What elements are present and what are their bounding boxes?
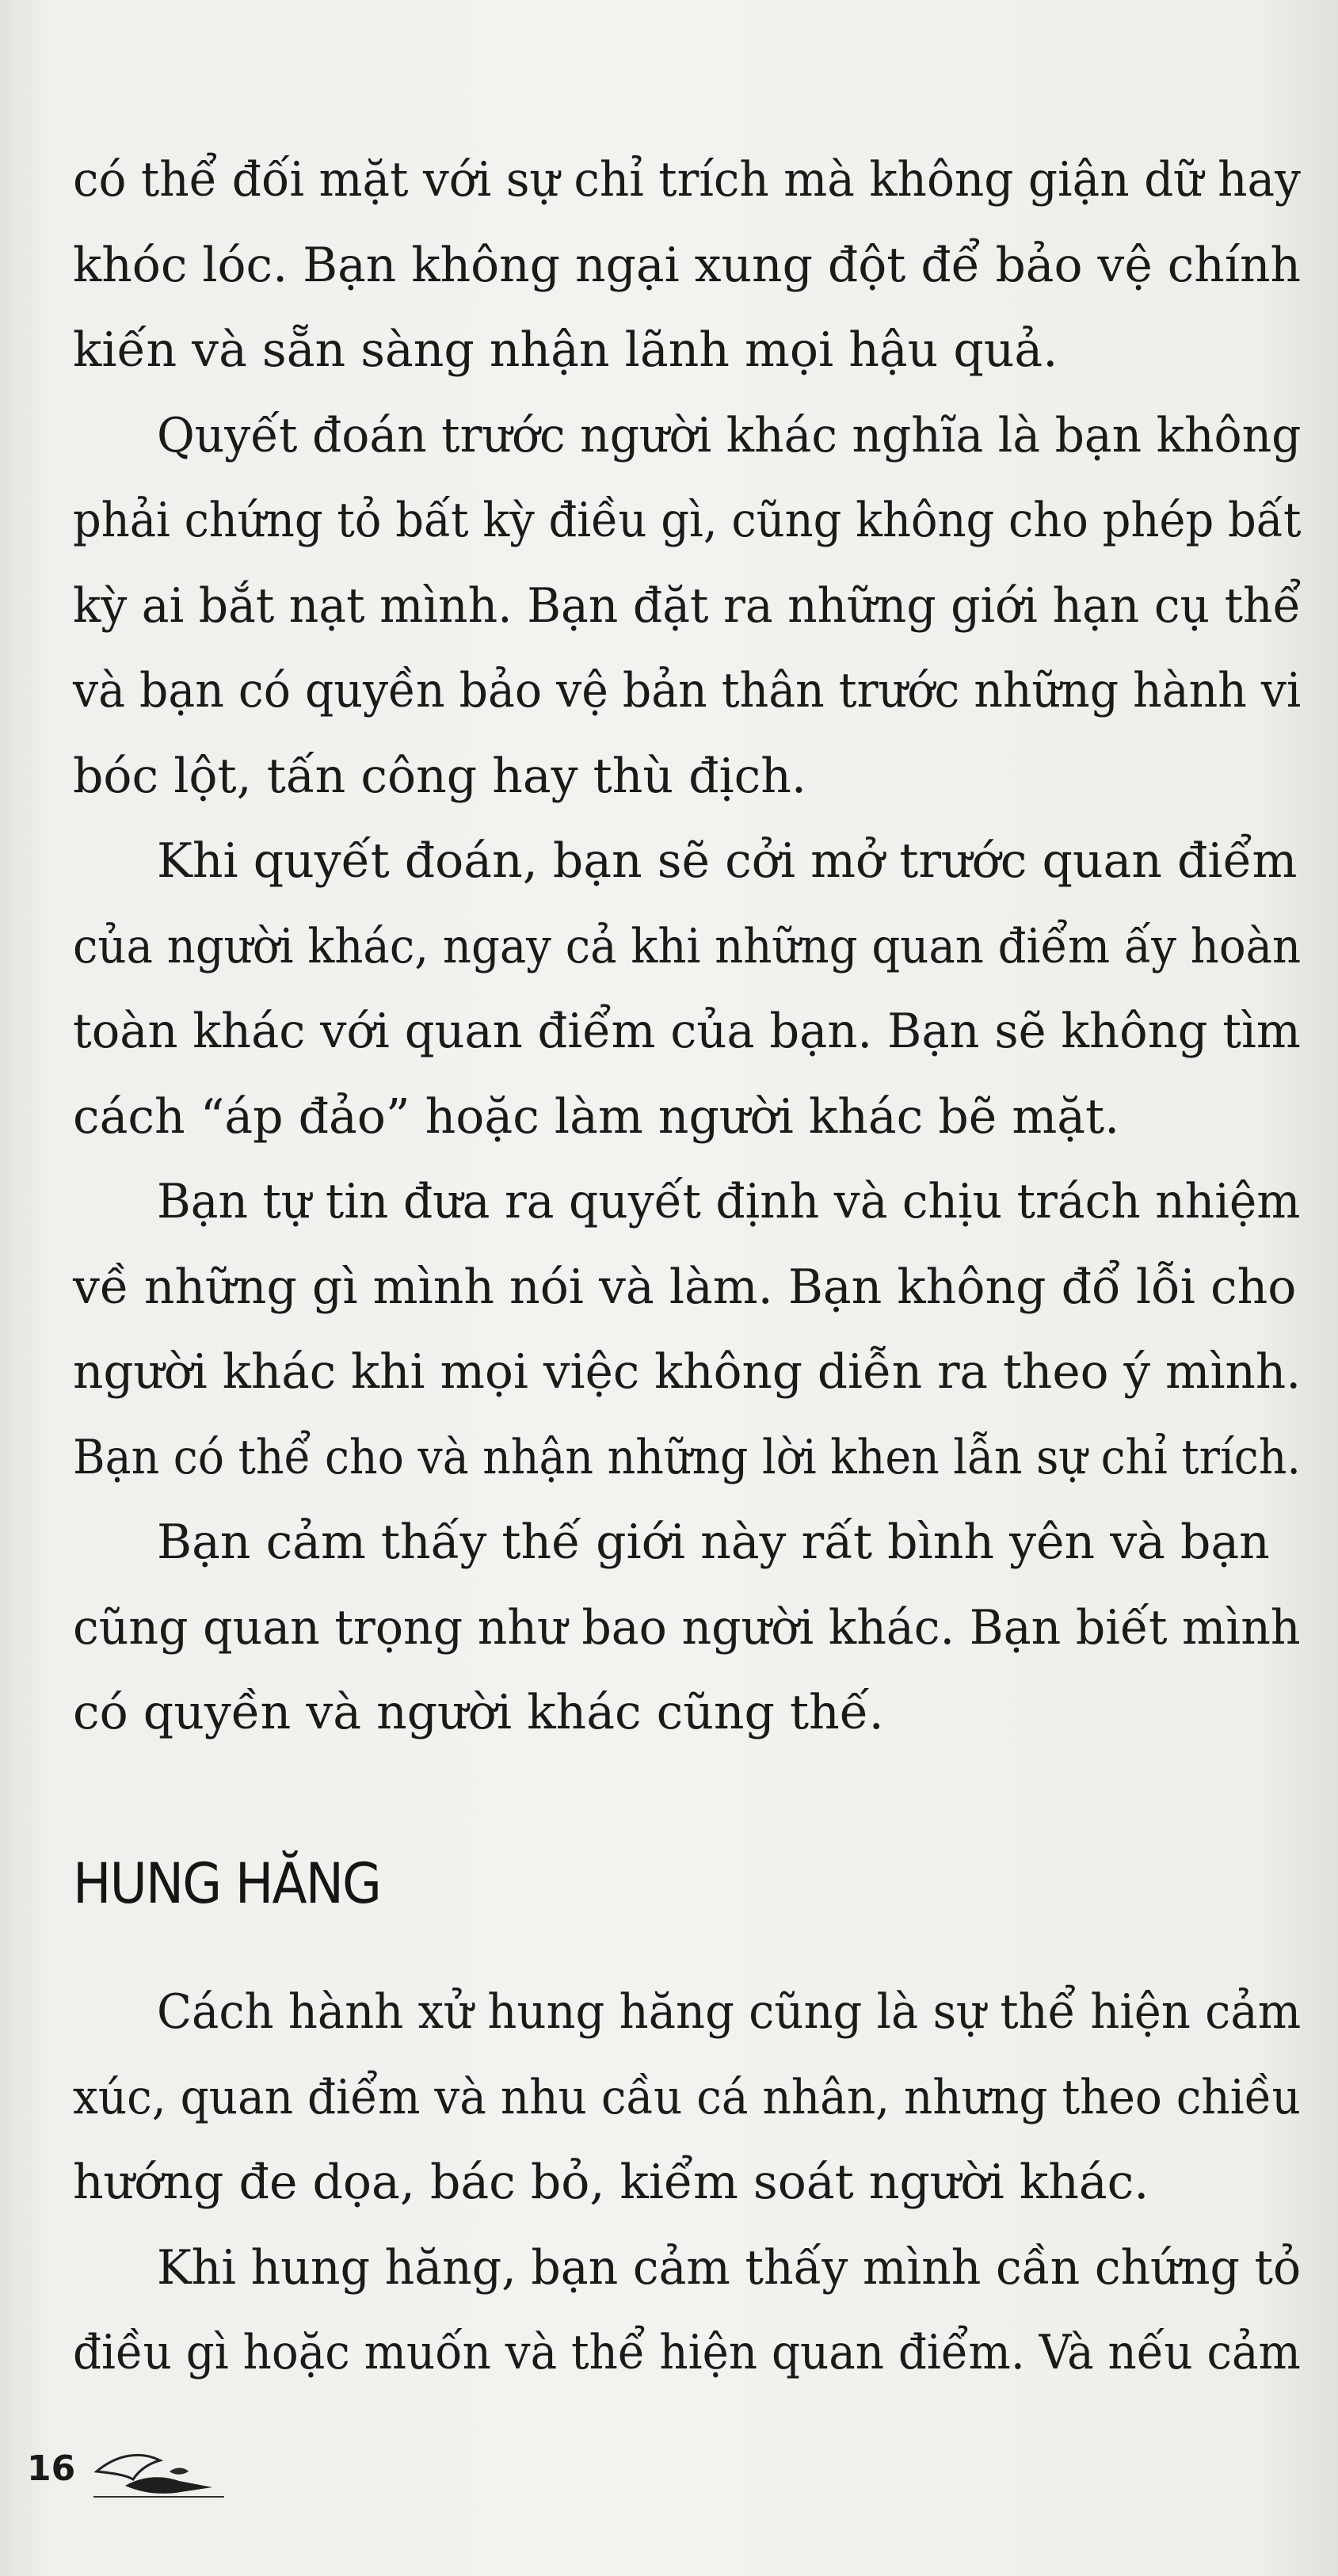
text-line: Khi quyết đoán, bạn sẽ cởi mở trước quan điểm <box>157 833 1298 889</box>
text-line: kiến và sẵn sàng nhận lãnh mọi hậu quả. <box>73 322 1058 378</box>
text-line: của người khác, ngay cả khi những quan điểm ấy hoàn <box>73 918 1302 974</box>
text-line: xúc, quan điểm và nhu cầu cá nhân, nhưng theo chiều <box>73 2069 1301 2125</box>
text-line: phải chứng tỏ bất kỳ điều gì, cũng không cho phép bất <box>73 493 1302 548</box>
text-line: toàn khác với quan điểm của bạn. Bạn sẽ không tìm <box>73 1004 1301 1059</box>
text-line: Cách hành xử hung hăng cũng là sự thể hiện cảm <box>157 1984 1302 2040</box>
text-line: cách “áp đảo” hoặc làm người khác bẽ mặt. <box>73 1088 1120 1145</box>
text-line: khóc lóc. Bạn không ngại xung đột để bảo vệ chính <box>73 237 1302 293</box>
text-line: Bạn tự tin đưa ra quyết định và chịu trách nhiệm <box>157 1174 1301 1229</box>
text-line: cũng quan trọng như bao người khác. Bạn biết mình <box>73 1599 1301 1656</box>
text-line: và bạn có quyền bảo vệ bản thân trước những hành vi <box>73 663 1302 718</box>
page-number: 16 <box>27 2448 76 2489</box>
text-line: bóc lột, tấn công hay thù địch. <box>73 748 806 804</box>
quill-pen-icon <box>93 2440 228 2503</box>
text-line: có quyền và người khác cũng thế. <box>73 1685 884 1740</box>
text-line: Bạn có thể cho và nhận những lời khen lẫn sự chỉ trích. <box>73 1429 1301 1485</box>
text-line: điều gì hoặc muốn và thể hiện quan điểm. Và nếu cảm <box>73 2325 1301 2380</box>
text-line: có thể đối mặt với sự chỉ trích mà không giận dữ hay <box>73 152 1301 208</box>
text-line: kỳ ai bắt nạt mình. Bạn đặt ra những giới hạn cụ thể <box>73 577 1302 634</box>
text-line: về những gì mình nói và làm. Bạn không đổ lỗi cho <box>73 1259 1297 1315</box>
text-line: Khi hung hăng, bạn cảm thấy mình cần chứng tỏ <box>157 2239 1302 2296</box>
text-line: hướng đe dọa, bác bỏ, kiểm soát người khác. <box>73 2155 1149 2210</box>
text-line: người khác khi mọi việc không diễn ra theo ý mình. <box>73 1344 1302 1400</box>
text-line: Bạn cảm thấy thế giới này rất bình yên và bạn <box>157 1515 1270 1570</box>
section-heading: HUNG HĂNG <box>73 1851 381 1916</box>
page-footer <box>27 2440 233 2511</box>
text-line: Quyết đoán trước người khác nghĩa là bạn không <box>157 407 1302 463</box>
